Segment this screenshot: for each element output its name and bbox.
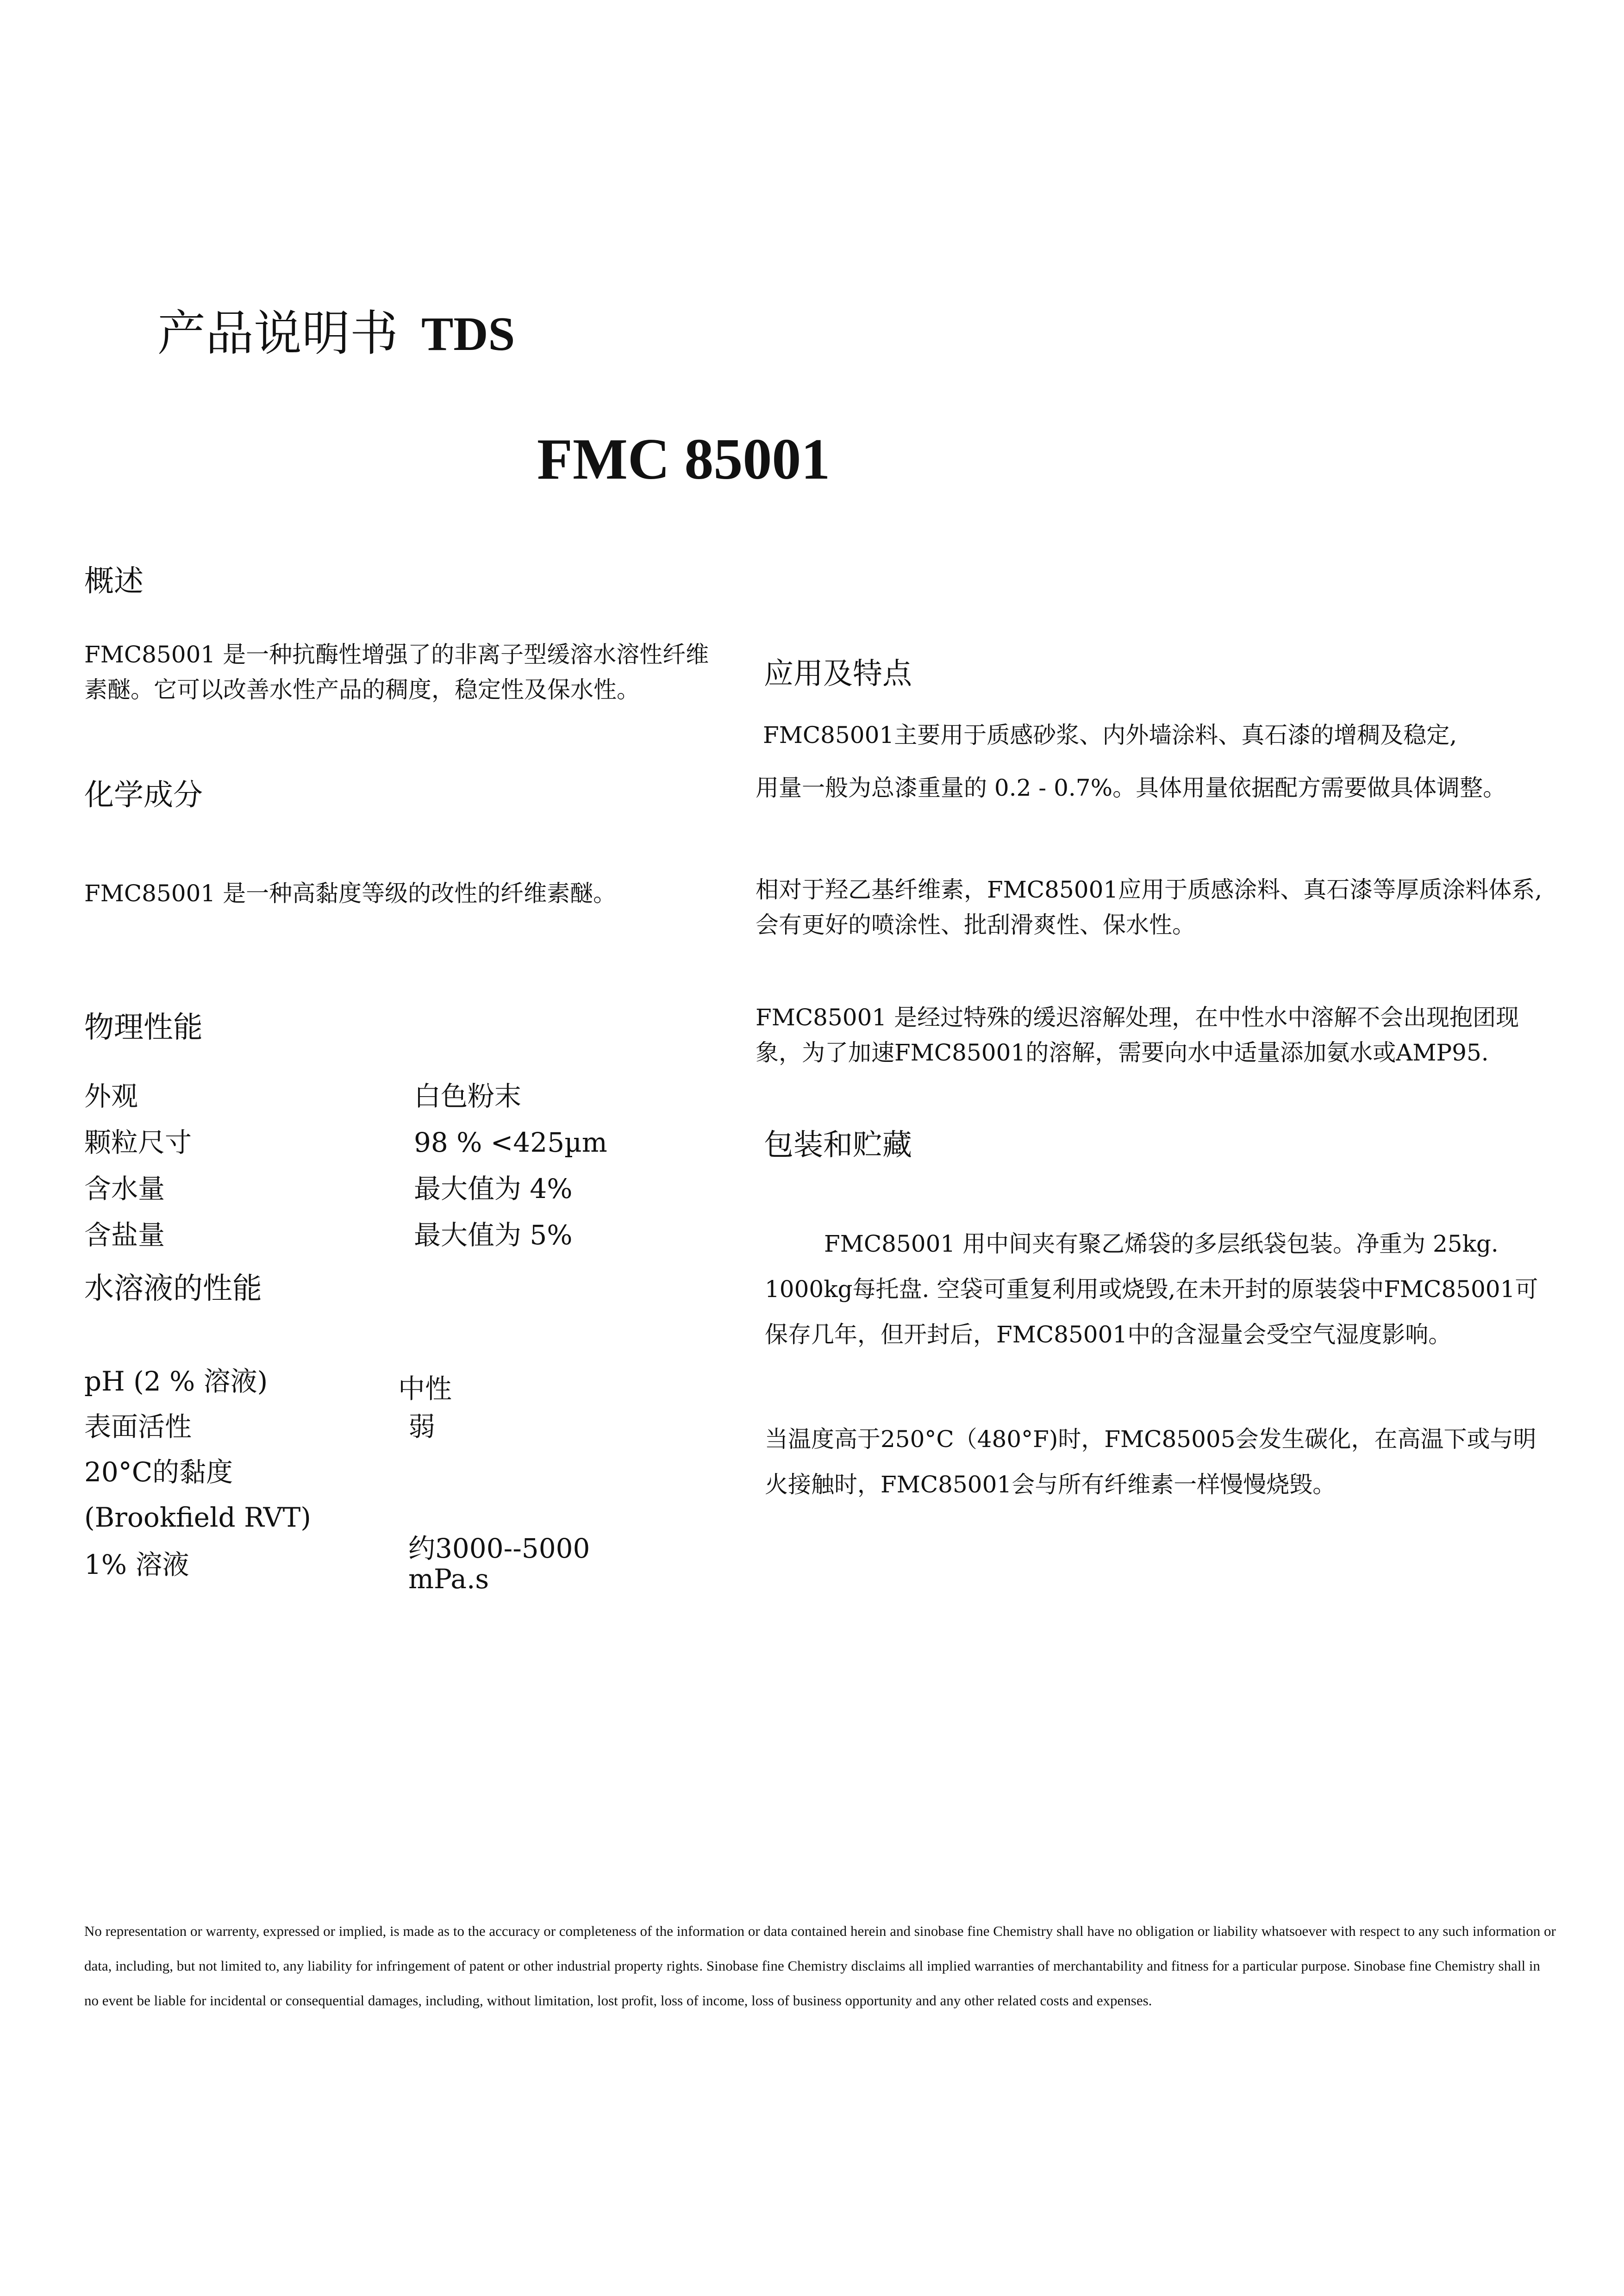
- ph-value: 中性: [398, 1373, 452, 1404]
- physical-value: 98 % <425µm: [414, 1127, 607, 1158]
- overview-heading: 概述: [84, 564, 144, 599]
- application-p4: FMC85001 是经过特殊的缓迟溶解处理，在中性水中溶解不会出现抱团现象，为了加速FMC85001的溶解，需要向水中适量添加氨水或AMP95.: [756, 1004, 1519, 1066]
- physical-value: 最大值为 5%: [414, 1219, 573, 1251]
- doc-title: 产品说明书: [157, 305, 399, 362]
- physical-label: 含盐量: [84, 1219, 165, 1251]
- physical-value: 白色粉末: [414, 1080, 522, 1112]
- physical-value: 最大值为 4%: [414, 1173, 573, 1204]
- physical-label: 颗粒尺寸: [84, 1127, 192, 1158]
- physical-label: 含水量: [84, 1173, 165, 1204]
- packaging-p2: 当温度高于250°C（480°F)时，FMC85005会发生碳化，在高温下或与明火接触时，FMC85001会与所有纤维素一样慢慢烧毁。: [765, 1426, 1537, 1498]
- doc-title-suffix: TDS: [421, 307, 515, 361]
- chemistry-heading: 化学成分: [84, 778, 203, 812]
- overview-text: FMC85001 是一种抗酶性增强了的非离子型缓溶水溶性纤维素醚。它可以改善水性产品的稠度，稳定性及保水性。: [84, 641, 709, 703]
- page-title: [157, 305, 515, 362]
- physical-heading: 物理性能: [84, 1011, 203, 1045]
- surface-value: 弱: [408, 1411, 436, 1442]
- packaging-heading: 包装和贮藏: [764, 1128, 912, 1162]
- viscosity-method: (Brookfield RVT): [84, 1502, 311, 1533]
- viscosity-unit: mPa.s: [408, 1563, 489, 1595]
- physical-label: 外观: [84, 1080, 138, 1112]
- chemistry-text: FMC85001 是一种高黏度等级的改性的纤维素醚。: [84, 880, 617, 907]
- solution-heading: 水溶液的性能: [84, 1272, 262, 1306]
- product-title: FMC 85001: [537, 427, 831, 492]
- application-p3: 相对于羟乙基纤维素，FMC85001应用于质感涂料、真石漆等厚质涂料体系,会有更好的喷涂性、批刮滑爽性、保水性。: [756, 876, 1543, 938]
- ph-label: pH (2 % 溶液): [84, 1366, 268, 1397]
- viscosity-label: 20°C的黏度: [84, 1456, 233, 1488]
- viscosity-conc: 1% 溶液: [84, 1549, 189, 1580]
- application-p1: FMC85001主要用于质感砂浆、内外墙涂料、真石漆的增稠及稳定,: [763, 722, 1457, 749]
- packaging-p1: FMC85001 用中间夹有聚乙烯袋的多层纸袋包装。净重为 25kg. 1000kg每托盘. 空袋可重复利用或烧毁,在未开封的原装袋中FMC85001可保存几年，但开封后，FMC85001中的含湿量会受空气湿度影响。: [765, 1230, 1538, 1348]
- application-p2: 用量一般为总漆重量的 0.2 - 0.7%。具体用量依据配方需要做具体调整。: [756, 774, 1506, 801]
- footer-disclaimer: No representation or warrenty, expressed or implied, is made as to the accuracy or completeness of the information or data contained herein and sinobase fine Chemistry shall have no obligation or liability whatsoever with respect to any such information or data, including, but not limited to, any liability for infringement of patent or other industrial property rights. Sinobase fine Chemistry disclaims all implied warranties of merchantability and fitness for a particular purpose. Sinobase fine Chemistry shall in no event be liable for incidental or consequential damages, including, without limitation, lost profit, loss of income, loss of business opportunity and any other related costs and expenses.: [84, 1923, 1556, 2009]
- application-heading: 应用及特点: [764, 657, 912, 691]
- viscosity-value: 约3000--5000: [408, 1533, 590, 1564]
- surface-label: 表面活性: [84, 1411, 192, 1442]
